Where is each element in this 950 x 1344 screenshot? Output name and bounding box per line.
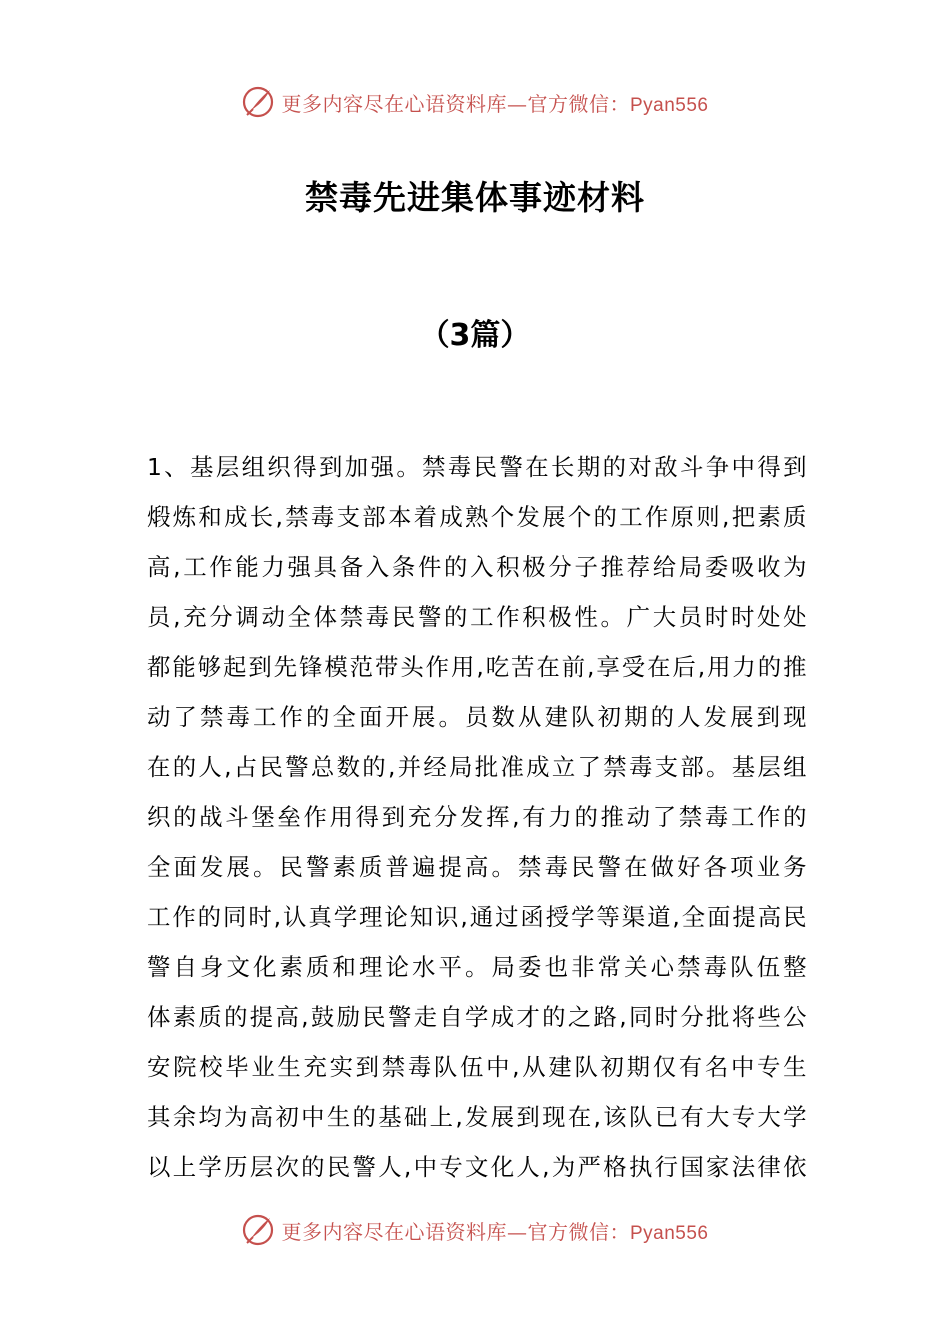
quill-pen-circle-icon <box>241 1213 275 1247</box>
body-line: 以上学历层次的民警人,中专文化人,为严格执行国家法律依 <box>147 1153 807 1181</box>
body-line: 安院校毕业生充实到禁毒队伍中,从建队初期仅有名中专生 <box>147 1053 807 1081</box>
body-line: 其余均为高初中生的基础上,发展到现在,该队已有大专大学 <box>147 1103 807 1131</box>
body-line: 动了禁毒工作的全面开展。员数从建队初期的人发展到现 <box>147 703 807 731</box>
document-subtitle: （3篇） <box>419 318 531 353</box>
body-line: 员,充分调动全体禁毒民警的工作积极性。广大员时时处处 <box>147 603 807 631</box>
body-line: 煅炼和成长,禁毒支部本着成熟个发展个的工作原则,把素质 <box>147 503 807 531</box>
header-watermark-banner <box>0 82 950 122</box>
banner-text: 更多内容尽在心语资料库—官方微信：Pyan556 <box>281 1219 709 1244</box>
body-paragraph <box>147 448 807 1198</box>
body-line: 工作的同时,认真学理论知识,通过函授学等渠道,全面提高民 <box>147 903 807 931</box>
body-line: 织的战斗堡垒作用得到充分发挥,有力的推动了禁毒工作的 <box>147 803 807 831</box>
body-line: 都能够起到先锋模范带头作用,吃苦在前,享受在后,用力的推 <box>147 653 807 681</box>
body-line: 在的人,占民警总数的,并经局批准成立了禁毒支部。基层组 <box>147 753 807 781</box>
footer-watermark-banner <box>0 1210 950 1250</box>
banner-text: 更多内容尽在心语资料库—官方微信：Pyan556 <box>281 91 709 116</box>
body-line: 警自身文化素质和理论水平。局委也非常关心禁毒队伍整 <box>147 953 807 981</box>
body-line: 体素质的提高,鼓励民警走自学成才的之路,同时分批将些公 <box>147 1003 807 1031</box>
banner-wechat-handle: Pyan556 <box>629 94 709 116</box>
document-title: 禁毒先进集体事迹材料 <box>305 178 645 217</box>
body-line: 全面发展。民警素质普遍提高。禁毒民警在做好各项业务 <box>147 853 807 881</box>
quill-pen-circle-icon <box>241 85 275 119</box>
body-line: 高,工作能力强具备入条件的入积极分子推荐给局委吸收为 <box>147 553 807 581</box>
banner-wechat-handle: Pyan556 <box>629 1222 709 1244</box>
body-line: 1、基层组织得到加强。禁毒民警在长期的对敌斗争中得到 <box>147 453 807 481</box>
